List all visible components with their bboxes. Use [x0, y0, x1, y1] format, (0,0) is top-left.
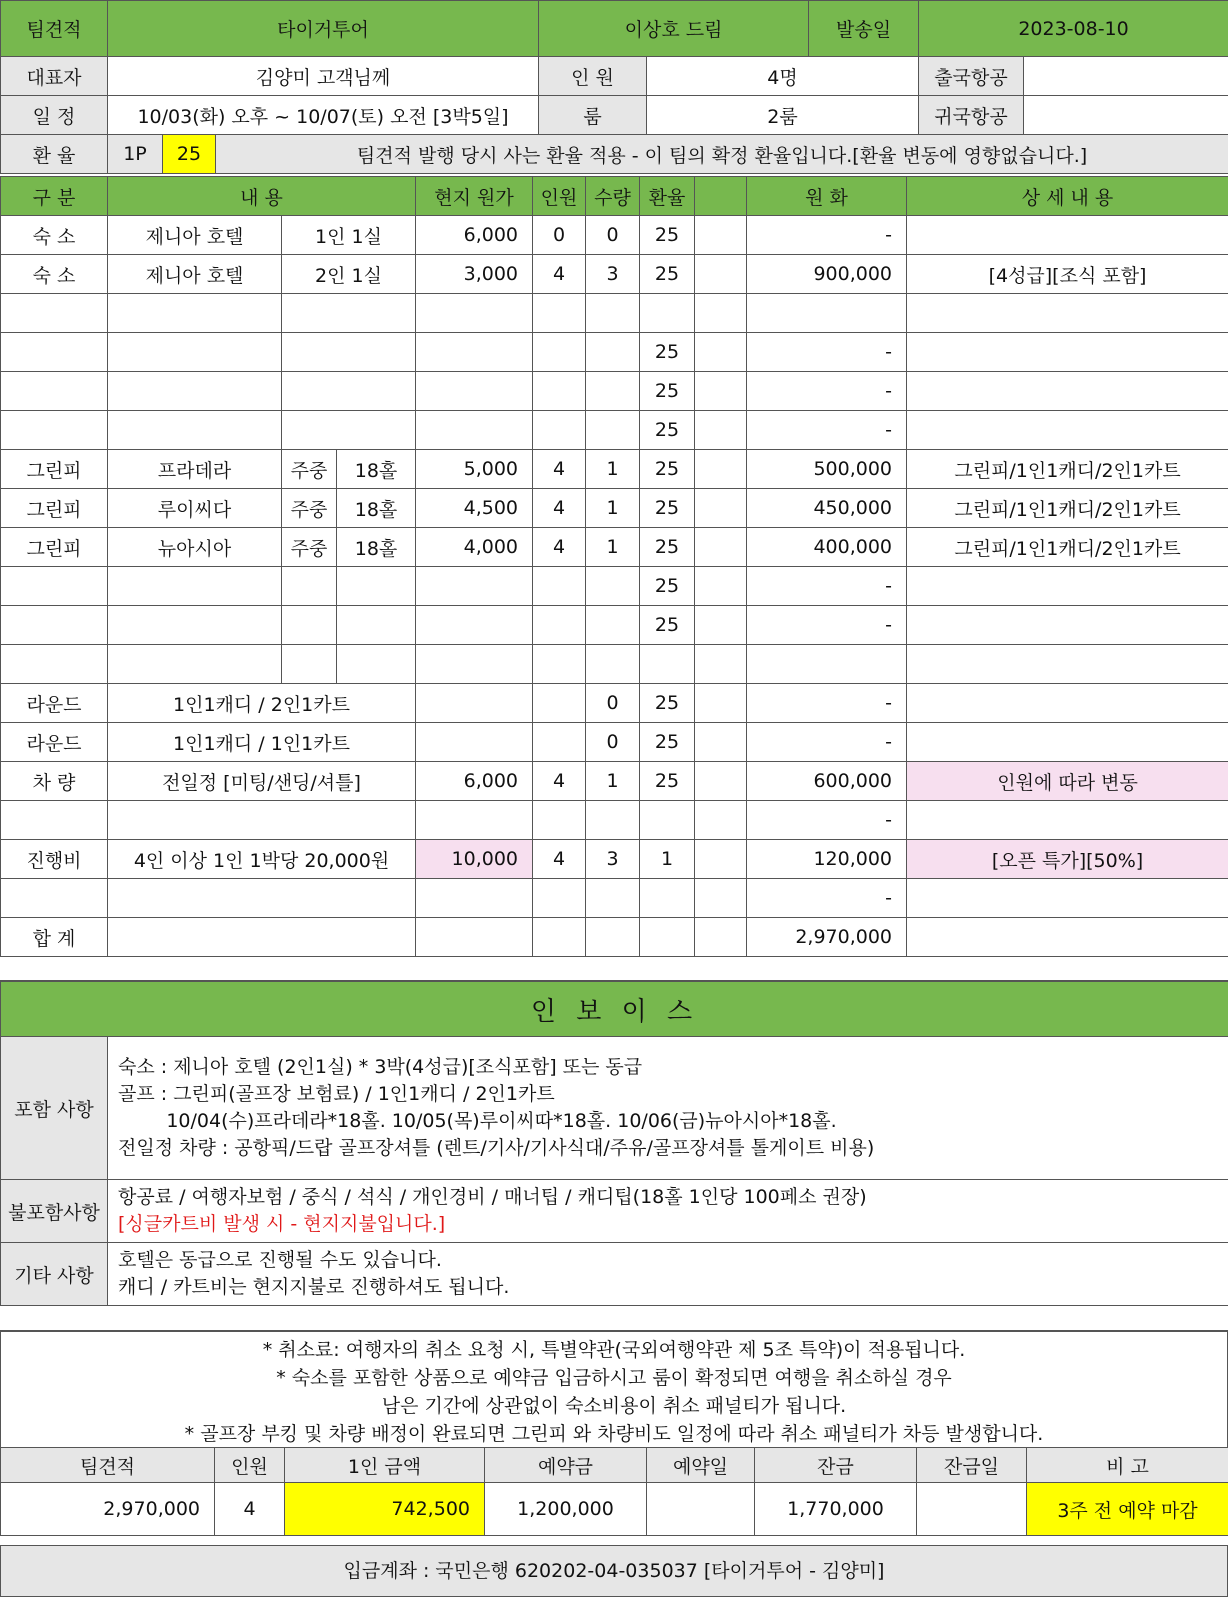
- col-header-qty: 수량: [586, 177, 640, 216]
- included-line: 전일정 차량 : 공항픽/드랍 골프장셔틀 (렌트/기사/기사식대/주유/골프장셔틀 톨게이트 비용): [118, 1137, 875, 1159]
- row-rate: 1: [640, 840, 695, 879]
- row-detail: [907, 372, 1228, 411]
- invoice-title: 인 보 이 스: [1, 981, 1228, 1037]
- row-krw: 900,000: [747, 255, 907, 294]
- total-label: 합 계: [1, 918, 108, 957]
- note-line: * 취소료: 여행자의 취소 요청 시, 특별약관(국외여행약관 제 5조 특약)이 적용됩니다.: [262, 1339, 966, 1361]
- row-rate: [640, 294, 695, 333]
- row-detail: [오픈 특가][50%]: [907, 840, 1228, 879]
- table-row: [1, 762, 1228, 801]
- row-local-price: [416, 801, 533, 840]
- fx-note: 팀견적 발행 당시 사는 환율 적용 - 이 팀의 확정 환율입니다.[환율 변동에 영향없습니다.]: [216, 135, 1228, 174]
- return-flight-value: [1024, 96, 1228, 135]
- return-flight-label: 귀국항공: [919, 96, 1024, 135]
- row-item-type: 주중: [282, 450, 337, 489]
- row-qty: [586, 294, 640, 333]
- row-rate: 25: [640, 450, 695, 489]
- row-category: [1, 606, 108, 645]
- row-rate: [640, 801, 695, 840]
- row-rate: 25: [640, 333, 695, 372]
- row-krw: -: [747, 216, 907, 255]
- row-detail: [907, 723, 1228, 762]
- fx-unit: 1P: [108, 135, 163, 174]
- row-detail: [907, 645, 1228, 684]
- row-item-type: [282, 333, 416, 372]
- row-local-price: 4,000: [416, 528, 533, 567]
- row-qty: [586, 567, 640, 606]
- row-krw: [747, 294, 907, 333]
- row-qty: 3: [586, 840, 640, 879]
- schedule-value: 10/03(화) 오후 ~ 10/07(토) 오전 [3박5일]: [108, 96, 539, 135]
- col-header-people: 인원: [533, 177, 586, 216]
- row-rate: 25: [640, 528, 695, 567]
- row-blank: [695, 255, 747, 294]
- row-local-price: 10,000: [416, 840, 533, 879]
- row-qty: [586, 801, 640, 840]
- row-qty: 1: [586, 762, 640, 801]
- row-item-name: 뉴아시아: [108, 528, 282, 567]
- col-header-krw: 원 화: [747, 177, 907, 216]
- row-local-price: [416, 723, 533, 762]
- table-row: [1, 567, 1228, 606]
- row-detail: 그린피/1인1캐디/2인1카트: [907, 528, 1228, 567]
- people-label: 인 원: [539, 57, 647, 96]
- schedule-label: 일 정: [1, 96, 108, 135]
- row-rate: 25: [640, 372, 695, 411]
- total-content: [108, 918, 416, 957]
- row-local-price: 5,000: [416, 450, 533, 489]
- company-name: 타이거투어: [108, 1, 539, 57]
- summary-header-deposit-date: 예약일: [647, 1448, 755, 1483]
- row-blank: [695, 606, 747, 645]
- row-category: 라운드: [1, 684, 108, 723]
- included-line: 10/04(수)프라데라*18홀. 10/05(목)루이씨따*18홀. 10/06(금)뉴아시아*18홀.: [118, 1110, 837, 1132]
- row-krw: 400,000: [747, 528, 907, 567]
- table-row: [1, 333, 1228, 372]
- total-krw: 2,970,000: [747, 918, 907, 957]
- row-local-price: [416, 645, 533, 684]
- row-local-price: [416, 879, 533, 918]
- other-list: [108, 1243, 1228, 1306]
- row-blank: [695, 801, 747, 840]
- table-row: [1, 294, 1228, 333]
- row-rate: [640, 645, 695, 684]
- included-line: 골프 : 그린피(골프장 보험료) / 1인1캐디 / 2인1카트: [118, 1083, 555, 1105]
- rep-label: 대표자: [1, 57, 108, 96]
- row-people: [533, 372, 586, 411]
- items-table: [0, 176, 1228, 957]
- total-people: [533, 918, 586, 957]
- row-qty: [586, 879, 640, 918]
- row-item-holes: 18홀: [337, 489, 416, 528]
- row-krw: 450,000: [747, 489, 907, 528]
- summary-quote-total: 2,970,000: [1, 1483, 215, 1536]
- note-line: * 골프장 부킹 및 차량 배정이 완료되면 그린피 와 차량비도 일정에 따라 취소 패널티가 차등 발생합니다.: [184, 1423, 1044, 1445]
- row-krw: 500,000: [747, 450, 907, 489]
- row-detail: [907, 333, 1228, 372]
- summary-header-quote: 팀견적: [1, 1448, 215, 1483]
- row-krw: [747, 645, 907, 684]
- row-item-type: [282, 372, 416, 411]
- row-item-holes: [337, 567, 416, 606]
- row-blank: [695, 879, 747, 918]
- included-list: [108, 1037, 1228, 1180]
- row-item-name: [108, 411, 282, 450]
- row-qty: [586, 333, 640, 372]
- row-item-name: [108, 567, 282, 606]
- table-row: [1, 255, 1228, 294]
- row-rate: 25: [640, 411, 695, 450]
- table-row: [1, 801, 1228, 840]
- quote-label: 팀견적: [1, 1, 108, 57]
- row-qty: 3: [586, 255, 640, 294]
- total-rate: [640, 918, 695, 957]
- row-category: [1, 294, 108, 333]
- row-local-price: [416, 294, 533, 333]
- row-item-holes: [337, 645, 416, 684]
- row-people: [533, 294, 586, 333]
- row-item-type: [282, 294, 416, 333]
- row-local-price: [416, 372, 533, 411]
- row-detail: [907, 801, 1228, 840]
- table-row: [1, 528, 1228, 567]
- rep-value: 김양미 고객님께: [108, 57, 539, 96]
- other-line: 호텔은 동급으로 진행될 수도 있습니다.: [118, 1249, 442, 1271]
- row-krw: -: [747, 606, 907, 645]
- row-item-holes: 18홀: [337, 450, 416, 489]
- row-rate: 25: [640, 723, 695, 762]
- row-qty: 1: [586, 450, 640, 489]
- row-category: 그린피: [1, 450, 108, 489]
- row-blank: [695, 567, 747, 606]
- row-detail: [907, 567, 1228, 606]
- row-content: 전일정 [미팅/샌딩/셔틀]: [108, 762, 416, 801]
- row-detail: 인원에 따라 변동: [907, 762, 1228, 801]
- row-krw: -: [747, 411, 907, 450]
- out-flight-label: 출국항공: [919, 57, 1024, 96]
- row-item-type: [282, 606, 337, 645]
- total-detail: [907, 918, 1228, 957]
- row-item-name: [108, 294, 282, 333]
- other-label: 기타 사항: [1, 1243, 108, 1306]
- total-price: [416, 918, 533, 957]
- header-table: [0, 0, 1228, 174]
- row-local-price: [416, 411, 533, 450]
- row-category: 라운드: [1, 723, 108, 762]
- row-rate: 25: [640, 762, 695, 801]
- summary-header-balance-date: 잔금일: [917, 1448, 1027, 1483]
- table-row: [1, 840, 1228, 879]
- out-flight-value: [1024, 57, 1228, 96]
- row-content: 1인1캐디 / 2인1카트: [108, 684, 416, 723]
- row-people: [533, 606, 586, 645]
- excluded-list: [108, 1180, 1228, 1243]
- table-row: [1, 450, 1228, 489]
- row-local-price: 6,000: [416, 762, 533, 801]
- summary-header-remark: 비 고: [1027, 1448, 1228, 1483]
- total-blank: [695, 918, 747, 957]
- row-local-price: 3,000: [416, 255, 533, 294]
- row-krw: -: [747, 567, 907, 606]
- row-detail: [907, 606, 1228, 645]
- row-category: 숙 소: [1, 255, 108, 294]
- row-category: 그린피: [1, 489, 108, 528]
- table-row: [1, 216, 1228, 255]
- row-qty: 1: [586, 528, 640, 567]
- summary-deposit: 1,200,000: [485, 1483, 647, 1536]
- row-content: [108, 879, 416, 918]
- row-category: [1, 333, 108, 372]
- summary-balance-date: [917, 1483, 1027, 1536]
- row-people: 0: [533, 216, 586, 255]
- row-item-name: 프라데라: [108, 450, 282, 489]
- row-category: [1, 801, 108, 840]
- row-blank: [695, 762, 747, 801]
- row-krw: -: [747, 333, 907, 372]
- row-people: 4: [533, 840, 586, 879]
- summary-header-balance: 잔금: [755, 1448, 917, 1483]
- col-header-content: 내 용: [108, 177, 416, 216]
- row-blank: [695, 840, 747, 879]
- row-people: [533, 567, 586, 606]
- row-detail: [907, 684, 1228, 723]
- agent-name: 이상호 드림: [539, 1, 809, 57]
- row-people: [533, 333, 586, 372]
- row-content: 1인1캐디 / 1인1카트: [108, 723, 416, 762]
- summary-per-person: 742,500: [285, 1483, 485, 1536]
- row-category: 진행비: [1, 840, 108, 879]
- note-line: 남은 기간에 상관없이 숙소비용이 취소 패널티가 됩니다.: [381, 1395, 847, 1417]
- fx-rate: 25: [163, 135, 216, 174]
- summary-table: [0, 1447, 1228, 1536]
- row-category: [1, 645, 108, 684]
- row-krw: -: [747, 372, 907, 411]
- summary-header-per-person: 1인 금액: [285, 1448, 485, 1483]
- row-detail: [4성급][조식 포함]: [907, 255, 1228, 294]
- row-item-type: [282, 411, 416, 450]
- col-header-local-price: 현지 원가: [416, 177, 533, 216]
- row-rate: 25: [640, 567, 695, 606]
- row-people: [533, 723, 586, 762]
- row-people: 4: [533, 528, 586, 567]
- row-local-price: [416, 333, 533, 372]
- row-krw: -: [747, 684, 907, 723]
- col-header-detail: 상 세 내 용: [907, 177, 1228, 216]
- cancellation-notes: [0, 1330, 1228, 1448]
- row-blank: [695, 489, 747, 528]
- note-line: * 숙소를 포함한 상품으로 예약금 입금하시고 룸이 확정되면 여행을 취소하실 경우: [276, 1367, 952, 1389]
- table-row: [1, 723, 1228, 762]
- row-item-holes: 18홀: [337, 528, 416, 567]
- row-people: 4: [533, 489, 586, 528]
- row-local-price: [416, 606, 533, 645]
- summary-balance: 1,770,000: [755, 1483, 917, 1536]
- row-people: [533, 684, 586, 723]
- included-label: 포함 사항: [1, 1037, 108, 1180]
- row-detail: [907, 294, 1228, 333]
- row-category: [1, 879, 108, 918]
- row-item-type: [282, 567, 337, 606]
- col-header-rate: 환율: [640, 177, 695, 216]
- col-header-blank: [695, 177, 747, 216]
- other-line: 캐디 / 카트비는 현지지불로 진행하셔도 됩니다.: [118, 1276, 510, 1298]
- row-people: 4: [533, 762, 586, 801]
- row-item-type: 주중: [282, 489, 337, 528]
- row-item-type: 2인 1실: [282, 255, 416, 294]
- row-category: 그린피: [1, 528, 108, 567]
- row-rate: [640, 879, 695, 918]
- row-category: [1, 411, 108, 450]
- row-rate: 25: [640, 489, 695, 528]
- row-blank: [695, 723, 747, 762]
- row-detail: [907, 216, 1228, 255]
- summary-remark: 3주 전 예약 마감: [1027, 1483, 1228, 1536]
- row-qty: [586, 411, 640, 450]
- row-qty: 0: [586, 684, 640, 723]
- fx-label: 환 율: [1, 135, 108, 174]
- total-qty: [586, 918, 640, 957]
- row-item-name: 루이씨다: [108, 489, 282, 528]
- row-qty: [586, 372, 640, 411]
- row-item-holes: [337, 606, 416, 645]
- row-category: [1, 372, 108, 411]
- row-people: 4: [533, 255, 586, 294]
- row-item-type: [282, 645, 337, 684]
- row-qty: [586, 645, 640, 684]
- table-row: [1, 372, 1228, 411]
- row-blank: [695, 294, 747, 333]
- sent-date-label: 발송일: [809, 1, 919, 57]
- invoice-table: [0, 980, 1228, 1306]
- row-people: [533, 879, 586, 918]
- row-local-price: 4,500: [416, 489, 533, 528]
- row-krw: -: [747, 801, 907, 840]
- row-content: [108, 801, 416, 840]
- row-detail: 그린피/1인1캐디/2인1카트: [907, 489, 1228, 528]
- row-detail: [907, 411, 1228, 450]
- summary-header-deposit: 예약금: [485, 1448, 647, 1483]
- row-blank: [695, 411, 747, 450]
- row-item-name: 제니아 호텔: [108, 255, 282, 294]
- row-item-type: 주중: [282, 528, 337, 567]
- row-krw: 120,000: [747, 840, 907, 879]
- summary-header-people: 인원: [215, 1448, 285, 1483]
- row-blank: [695, 684, 747, 723]
- row-item-name: [108, 333, 282, 372]
- row-rate: 25: [640, 606, 695, 645]
- summary-deposit-date: [647, 1483, 755, 1536]
- row-blank: [695, 372, 747, 411]
- excluded-warning: [싱글카트비 발생 시 - 현지지불입니다.]: [118, 1213, 446, 1235]
- row-local-price: 6,000: [416, 216, 533, 255]
- row-blank: [695, 216, 747, 255]
- table-row: [1, 489, 1228, 528]
- row-item-name: 제니아 호텔: [108, 216, 282, 255]
- row-detail: 그린피/1인1캐디/2인1카트: [907, 450, 1228, 489]
- row-qty: 0: [586, 723, 640, 762]
- row-category: 차 량: [1, 762, 108, 801]
- included-line: 숙소 : 제니아 호텔 (2인1실) * 3박(4성급)[조식포함] 또는 동급: [118, 1056, 643, 1078]
- people-value: 4명: [647, 57, 919, 96]
- row-qty: 1: [586, 489, 640, 528]
- col-header-category: 구 분: [1, 177, 108, 216]
- table-row: [1, 645, 1228, 684]
- row-people: [533, 645, 586, 684]
- row-detail: [907, 879, 1228, 918]
- table-row: [1, 606, 1228, 645]
- row-krw: 600,000: [747, 762, 907, 801]
- total-row: [1, 918, 1228, 957]
- row-qty: 0: [586, 216, 640, 255]
- row-rate: 25: [640, 216, 695, 255]
- row-blank: [695, 528, 747, 567]
- row-item-name: [108, 372, 282, 411]
- row-rate: 25: [640, 255, 695, 294]
- row-rate: 25: [640, 684, 695, 723]
- row-people: 4: [533, 450, 586, 489]
- table-row: [1, 684, 1228, 723]
- row-blank: [695, 645, 747, 684]
- row-local-price: [416, 567, 533, 606]
- row-category: 숙 소: [1, 216, 108, 255]
- row-qty: [586, 606, 640, 645]
- row-local-price: [416, 684, 533, 723]
- row-category: [1, 567, 108, 606]
- row-item-name: [108, 645, 282, 684]
- summary-people: 4: [215, 1483, 285, 1536]
- row-blank: [695, 333, 747, 372]
- row-people: [533, 801, 586, 840]
- row-krw: -: [747, 879, 907, 918]
- room-label: 룸: [539, 96, 647, 135]
- excluded-label: 불포함사항: [1, 1180, 108, 1243]
- row-item-type: 1인 1실: [282, 216, 416, 255]
- table-row: [1, 879, 1228, 918]
- sent-date: 2023-08-10: [919, 1, 1228, 57]
- row-people: [533, 411, 586, 450]
- row-krw: -: [747, 723, 907, 762]
- row-blank: [695, 450, 747, 489]
- row-item-name: [108, 606, 282, 645]
- table-row: [1, 411, 1228, 450]
- room-value: 2룸: [647, 96, 919, 135]
- bank-account: 입금계좌 : 국민은행 620202-04-035037 [타이거투어 - 김양미]: [0, 1545, 1228, 1597]
- row-content: 4인 이상 1인 1박당 20,000원: [108, 840, 416, 879]
- excluded-line: 항공료 / 여행자보험 / 중식 / 석식 / 개인경비 / 매너팁 / 캐디팁(18홀 1인당 100페소 권장): [118, 1186, 867, 1208]
